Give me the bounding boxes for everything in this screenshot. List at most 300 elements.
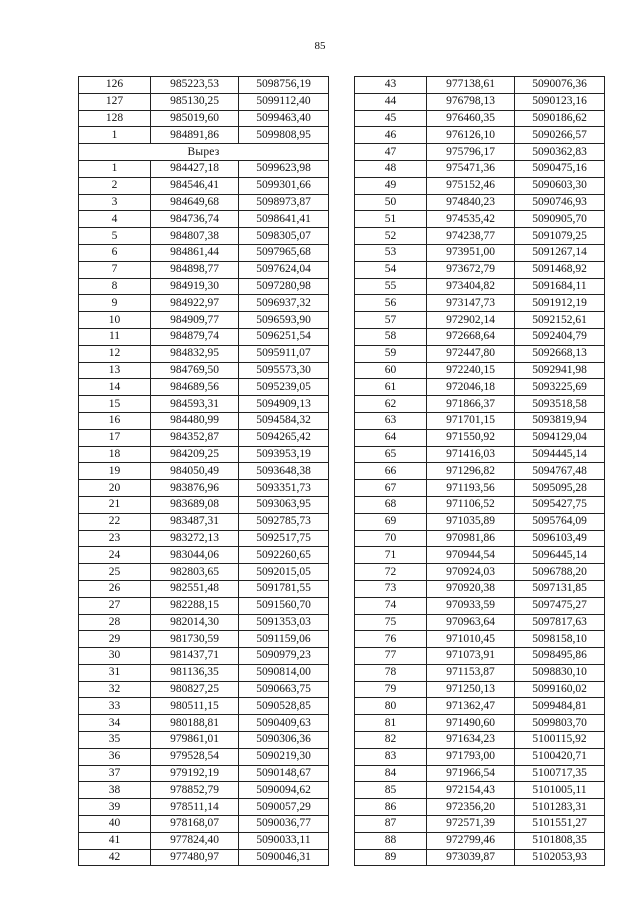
page-number: 85 <box>314 40 326 52</box>
x-coordinate-cell: 975796,17 <box>427 144 515 161</box>
table-row <box>79 228 329 245</box>
y-coordinate-cell: 5090123,16 <box>515 93 605 110</box>
x-coordinate-cell: 971362,47 <box>427 698 515 715</box>
point-number-cell: 63 <box>355 412 427 429</box>
point-number-cell: 49 <box>355 177 427 194</box>
y-coordinate-cell: 5093225,69 <box>515 379 605 396</box>
y-coordinate-cell: 5101808,35 <box>515 832 605 849</box>
x-coordinate-cell: 984593,31 <box>151 396 239 413</box>
y-coordinate-cell: 5098305,07 <box>239 228 329 245</box>
point-number-cell: 88 <box>355 832 427 849</box>
table-row <box>79 160 329 177</box>
point-number-cell: 84 <box>355 765 427 782</box>
y-coordinate-cell: 5093063,95 <box>239 496 329 513</box>
point-number-cell: 20 <box>79 480 151 497</box>
point-number-cell: 41 <box>79 832 151 849</box>
point-number-cell: 58 <box>355 328 427 345</box>
x-coordinate-cell: 984736,74 <box>151 211 239 228</box>
table-row <box>355 446 605 463</box>
x-coordinate-cell: 979861,01 <box>151 732 239 749</box>
y-coordinate-cell: 5092668,13 <box>515 345 605 362</box>
table-row <box>79 312 329 329</box>
point-number-cell: 85 <box>355 782 427 799</box>
y-coordinate-cell: 5095573,30 <box>239 362 329 379</box>
point-number-cell: 19 <box>79 463 151 480</box>
x-coordinate-cell: 973147,73 <box>427 295 515 312</box>
table-row <box>355 396 605 413</box>
x-coordinate-cell: 977480,97 <box>151 849 239 866</box>
point-number-cell: 33 <box>79 698 151 715</box>
point-number-cell: 66 <box>355 463 427 480</box>
x-coordinate-cell: 974535,42 <box>427 211 515 228</box>
x-coordinate-cell: 971296,82 <box>427 463 515 480</box>
y-coordinate-cell: 5096937,32 <box>239 295 329 312</box>
table-row <box>79 396 329 413</box>
x-coordinate-cell: 971035,89 <box>427 513 515 530</box>
table-row <box>355 328 605 345</box>
table-row <box>355 278 605 295</box>
y-coordinate-cell: 5095911,07 <box>239 345 329 362</box>
table-row <box>355 816 605 833</box>
table-row <box>355 530 605 547</box>
y-coordinate-cell: 5091468,92 <box>515 261 605 278</box>
x-coordinate-cell: 977824,40 <box>151 832 239 849</box>
table-row <box>355 362 605 379</box>
point-number-cell: 31 <box>79 664 151 681</box>
point-number-cell: 76 <box>355 631 427 648</box>
y-coordinate-cell: 5098830,10 <box>515 664 605 681</box>
y-coordinate-cell: 5092015,05 <box>239 564 329 581</box>
x-coordinate-cell: 971966,54 <box>427 765 515 782</box>
table-row <box>79 295 329 312</box>
y-coordinate-cell: 5094445,14 <box>515 446 605 463</box>
table-row <box>355 681 605 698</box>
y-coordinate-cell: 5090076,36 <box>515 77 605 94</box>
point-number-cell: 81 <box>355 715 427 732</box>
table-row <box>79 698 329 715</box>
table-row <box>79 480 329 497</box>
x-coordinate-cell: 976798,13 <box>427 93 515 110</box>
x-coordinate-cell: 971550,92 <box>427 429 515 446</box>
table-row <box>355 194 605 211</box>
x-coordinate-cell: 973951,00 <box>427 244 515 261</box>
x-coordinate-cell: 980827,25 <box>151 681 239 698</box>
table-row <box>79 513 329 530</box>
y-coordinate-cell: 5102053,93 <box>515 849 605 866</box>
table-row <box>355 564 605 581</box>
x-coordinate-cell: 972447,80 <box>427 345 515 362</box>
point-number-cell: 53 <box>355 244 427 261</box>
table-row <box>79 261 329 278</box>
y-coordinate-cell: 5095764,09 <box>515 513 605 530</box>
x-coordinate-cell: 972571,39 <box>427 816 515 833</box>
point-number-cell: 21 <box>79 496 151 513</box>
y-coordinate-cell: 5098495,86 <box>515 648 605 665</box>
point-number-cell: 14 <box>79 379 151 396</box>
point-number-cell: 127 <box>79 93 151 110</box>
x-coordinate-cell: 981437,71 <box>151 648 239 665</box>
y-coordinate-cell: 5099803,70 <box>515 715 605 732</box>
y-coordinate-cell: 5099484,81 <box>515 698 605 715</box>
table-row <box>79 732 329 749</box>
table-row <box>355 345 605 362</box>
y-coordinate-cell: 5097475,27 <box>515 597 605 614</box>
section-row <box>79 144 329 161</box>
table-row <box>79 816 329 833</box>
y-coordinate-cell: 5090094,62 <box>239 782 329 799</box>
point-number-cell: 13 <box>79 362 151 379</box>
x-coordinate-cell: 979192,19 <box>151 765 239 782</box>
point-number-cell: 60 <box>355 362 427 379</box>
point-number-cell: 24 <box>79 547 151 564</box>
y-coordinate-cell: 5090219,30 <box>239 748 329 765</box>
y-coordinate-cell: 5099301,66 <box>239 177 329 194</box>
table-row <box>355 295 605 312</box>
x-coordinate-cell: 981136,35 <box>151 664 239 681</box>
x-coordinate-cell: 970924,03 <box>427 564 515 581</box>
table-row <box>79 379 329 396</box>
table-row <box>79 832 329 849</box>
point-number-cell: 43 <box>355 77 427 94</box>
y-coordinate-cell: 5091781,55 <box>239 580 329 597</box>
table-row <box>355 648 605 665</box>
point-number-cell: 64 <box>355 429 427 446</box>
y-coordinate-cell: 5092152,61 <box>515 312 605 329</box>
x-coordinate-cell: 984861,44 <box>151 244 239 261</box>
table-row <box>79 664 329 681</box>
table-row <box>79 446 329 463</box>
x-coordinate-cell: 976460,35 <box>427 110 515 127</box>
y-coordinate-cell: 5091912,19 <box>515 295 605 312</box>
x-coordinate-cell: 981730,59 <box>151 631 239 648</box>
point-number-cell: 39 <box>79 799 151 816</box>
y-coordinate-cell: 5091560,70 <box>239 597 329 614</box>
y-coordinate-cell: 5090046,31 <box>239 849 329 866</box>
point-number-cell: 15 <box>79 396 151 413</box>
table-row <box>79 345 329 362</box>
y-coordinate-cell: 5091684,11 <box>515 278 605 295</box>
x-coordinate-cell: 975471,36 <box>427 160 515 177</box>
y-coordinate-cell: 5090603,30 <box>515 177 605 194</box>
table-row <box>355 765 605 782</box>
x-coordinate-cell: 970933,59 <box>427 597 515 614</box>
table-row <box>79 748 329 765</box>
x-coordinate-cell: 980511,15 <box>151 698 239 715</box>
x-coordinate-cell: 984891,86 <box>151 127 239 144</box>
point-number-cell: 40 <box>79 816 151 833</box>
y-coordinate-cell: 5098158,10 <box>515 631 605 648</box>
x-coordinate-cell: 970920,38 <box>427 580 515 597</box>
table-row <box>355 547 605 564</box>
point-number-cell: 77 <box>355 648 427 665</box>
point-number-cell: 78 <box>355 664 427 681</box>
x-coordinate-cell: 984832,95 <box>151 345 239 362</box>
x-coordinate-cell: 983487,31 <box>151 513 239 530</box>
point-number-cell: 86 <box>355 799 427 816</box>
table-row <box>79 412 329 429</box>
y-coordinate-cell: 5099160,02 <box>515 681 605 698</box>
table-row <box>79 681 329 698</box>
table-row <box>79 194 329 211</box>
x-coordinate-cell: 970944,54 <box>427 547 515 564</box>
table-row <box>79 564 329 581</box>
x-coordinate-cell: 971193,56 <box>427 480 515 497</box>
table-row <box>355 228 605 245</box>
table-row <box>355 496 605 513</box>
point-number-cell: 67 <box>355 480 427 497</box>
point-number-cell: 8 <box>79 278 151 295</box>
y-coordinate-cell: 5090266,57 <box>515 127 605 144</box>
x-coordinate-cell: 979528,54 <box>151 748 239 765</box>
y-coordinate-cell: 5096103,49 <box>515 530 605 547</box>
x-coordinate-cell: 970981,86 <box>427 530 515 547</box>
table-row <box>355 110 605 127</box>
y-coordinate-cell: 5097965,68 <box>239 244 329 261</box>
x-coordinate-cell: 977138,61 <box>427 77 515 94</box>
table-row <box>79 765 329 782</box>
table-row <box>355 244 605 261</box>
point-number-cell: 68 <box>355 496 427 513</box>
point-number-cell: 17 <box>79 429 151 446</box>
point-number-cell: 2 <box>79 177 151 194</box>
point-number-cell: 32 <box>79 681 151 698</box>
table-row <box>355 732 605 749</box>
table-row <box>79 127 329 144</box>
x-coordinate-cell: 971250,13 <box>427 681 515 698</box>
table-row <box>355 748 605 765</box>
point-number-cell: 29 <box>79 631 151 648</box>
point-number-cell: 83 <box>355 748 427 765</box>
point-number-cell: 35 <box>79 732 151 749</box>
y-coordinate-cell: 5098641,41 <box>239 211 329 228</box>
y-coordinate-cell: 5100115,92 <box>515 732 605 749</box>
y-coordinate-cell: 5090057,29 <box>239 799 329 816</box>
y-coordinate-cell: 5096445,14 <box>515 547 605 564</box>
table-row <box>355 799 605 816</box>
table-row <box>355 597 605 614</box>
y-coordinate-cell: 5100420,71 <box>515 748 605 765</box>
y-coordinate-cell: 5093953,19 <box>239 446 329 463</box>
table-row <box>79 278 329 295</box>
point-number-cell: 61 <box>355 379 427 396</box>
y-coordinate-cell: 5096251,54 <box>239 328 329 345</box>
x-coordinate-cell: 971866,37 <box>427 396 515 413</box>
x-coordinate-cell: 983044,06 <box>151 547 239 564</box>
x-coordinate-cell: 984480,99 <box>151 412 239 429</box>
point-number-cell: 45 <box>355 110 427 127</box>
point-number-cell: 52 <box>355 228 427 245</box>
y-coordinate-cell: 5093648,38 <box>239 463 329 480</box>
point-number-cell: 54 <box>355 261 427 278</box>
point-number-cell: 3 <box>79 194 151 211</box>
point-number-cell: 57 <box>355 312 427 329</box>
table-row <box>355 513 605 530</box>
point-number-cell: 1 <box>79 127 151 144</box>
point-number-cell: 126 <box>79 77 151 94</box>
table-row <box>355 177 605 194</box>
y-coordinate-cell: 5092785,73 <box>239 513 329 530</box>
y-coordinate-cell: 5097624,04 <box>239 261 329 278</box>
point-number-cell: 1 <box>79 160 151 177</box>
y-coordinate-cell: 5094129,04 <box>515 429 605 446</box>
x-coordinate-cell: 984807,38 <box>151 228 239 245</box>
point-number-cell: 56 <box>355 295 427 312</box>
point-number-cell: 74 <box>355 597 427 614</box>
point-number-cell: 71 <box>355 547 427 564</box>
x-coordinate-cell: 984922,97 <box>151 295 239 312</box>
point-number-cell: 4 <box>79 211 151 228</box>
table-row <box>79 648 329 665</box>
x-coordinate-cell: 984919,30 <box>151 278 239 295</box>
y-coordinate-cell: 5097131,85 <box>515 580 605 597</box>
point-number-cell: 37 <box>79 765 151 782</box>
point-number-cell: 36 <box>79 748 151 765</box>
x-coordinate-cell: 971106,52 <box>427 496 515 513</box>
table-row <box>355 160 605 177</box>
y-coordinate-cell: 5097817,63 <box>515 614 605 631</box>
table-row <box>79 715 329 732</box>
x-coordinate-cell: 974238,77 <box>427 228 515 245</box>
table-row <box>355 580 605 597</box>
x-coordinate-cell: 973404,82 <box>427 278 515 295</box>
x-coordinate-cell: 985019,60 <box>151 110 239 127</box>
x-coordinate-cell: 983272,13 <box>151 530 239 547</box>
y-coordinate-cell: 5091353,03 <box>239 614 329 631</box>
x-coordinate-cell: 971073,91 <box>427 648 515 665</box>
y-coordinate-cell: 5093518,58 <box>515 396 605 413</box>
x-coordinate-cell: 971010,45 <box>427 631 515 648</box>
y-coordinate-cell: 5099808,95 <box>239 127 329 144</box>
table-row <box>79 496 329 513</box>
table-row <box>79 177 329 194</box>
y-coordinate-cell: 5091159,06 <box>239 631 329 648</box>
y-coordinate-cell: 5099463,40 <box>239 110 329 127</box>
y-coordinate-cell: 5090362,83 <box>515 144 605 161</box>
table-row <box>355 312 605 329</box>
x-coordinate-cell: 970963,64 <box>427 614 515 631</box>
x-coordinate-cell: 973039,87 <box>427 849 515 866</box>
point-number-cell: 51 <box>355 211 427 228</box>
y-coordinate-cell: 5101551,27 <box>515 816 605 833</box>
table-row <box>79 530 329 547</box>
point-number-cell: 46 <box>355 127 427 144</box>
y-coordinate-cell: 5090905,70 <box>515 211 605 228</box>
point-number-cell: 5 <box>79 228 151 245</box>
point-number-cell: 12 <box>79 345 151 362</box>
x-coordinate-cell: 984546,41 <box>151 177 239 194</box>
table-row <box>79 799 329 816</box>
point-number-cell: 48 <box>355 160 427 177</box>
y-coordinate-cell: 5094767,48 <box>515 463 605 480</box>
table-row <box>79 362 329 379</box>
x-coordinate-cell: 984769,50 <box>151 362 239 379</box>
point-number-cell: 50 <box>355 194 427 211</box>
y-coordinate-cell: 5093351,73 <box>239 480 329 497</box>
point-number-cell: 79 <box>355 681 427 698</box>
point-number-cell: 38 <box>79 782 151 799</box>
x-coordinate-cell: 982551,48 <box>151 580 239 597</box>
y-coordinate-cell: 5091079,25 <box>515 228 605 245</box>
table-row <box>79 782 329 799</box>
point-number-cell: 82 <box>355 732 427 749</box>
point-number-cell: 87 <box>355 816 427 833</box>
x-coordinate-cell: 985130,25 <box>151 93 239 110</box>
table-row <box>355 614 605 631</box>
point-number-cell: 23 <box>79 530 151 547</box>
x-coordinate-cell: 972668,64 <box>427 328 515 345</box>
point-number-cell: 62 <box>355 396 427 413</box>
y-coordinate-cell: 5095095,28 <box>515 480 605 497</box>
point-number-cell: 72 <box>355 564 427 581</box>
table-row <box>79 110 329 127</box>
table-row <box>355 144 605 161</box>
table-row <box>355 782 605 799</box>
table-row <box>355 429 605 446</box>
point-number-cell: 47 <box>355 144 427 161</box>
x-coordinate-cell: 984352,87 <box>151 429 239 446</box>
table-row <box>355 698 605 715</box>
point-number-cell: 65 <box>355 446 427 463</box>
table-row <box>355 715 605 732</box>
point-number-cell: 69 <box>355 513 427 530</box>
coordinates-table-right <box>354 76 605 866</box>
point-number-cell: 128 <box>79 110 151 127</box>
y-coordinate-cell: 5090814,00 <box>239 664 329 681</box>
table-row <box>79 328 329 345</box>
y-coordinate-cell: 5097280,98 <box>239 278 329 295</box>
y-coordinate-cell: 5098973,87 <box>239 194 329 211</box>
table-row <box>355 849 605 866</box>
table-row <box>79 463 329 480</box>
x-coordinate-cell: 984689,56 <box>151 379 239 396</box>
x-coordinate-cell: 974840,23 <box>427 194 515 211</box>
point-number-cell: 27 <box>79 597 151 614</box>
y-coordinate-cell: 5092517,75 <box>239 530 329 547</box>
x-coordinate-cell: 984649,68 <box>151 194 239 211</box>
x-coordinate-cell: 984209,25 <box>151 446 239 463</box>
x-coordinate-cell: 971701,15 <box>427 412 515 429</box>
point-number-cell: 28 <box>79 614 151 631</box>
point-number-cell: 7 <box>79 261 151 278</box>
y-coordinate-cell: 5094909,13 <box>239 396 329 413</box>
point-number-cell: 70 <box>355 530 427 547</box>
y-coordinate-cell: 5090036,77 <box>239 816 329 833</box>
y-coordinate-cell: 5090475,16 <box>515 160 605 177</box>
x-coordinate-cell: 983689,08 <box>151 496 239 513</box>
x-coordinate-cell: 978511,14 <box>151 799 239 816</box>
x-coordinate-cell: 976126,10 <box>427 127 515 144</box>
x-coordinate-cell: 984898,77 <box>151 261 239 278</box>
y-coordinate-cell: 5094584,32 <box>239 412 329 429</box>
x-coordinate-cell: 984909,77 <box>151 312 239 329</box>
point-number-cell: 42 <box>79 849 151 866</box>
y-coordinate-cell: 5090186,62 <box>515 110 605 127</box>
y-coordinate-cell: 5090409,63 <box>239 715 329 732</box>
y-coordinate-cell: 5095427,75 <box>515 496 605 513</box>
table-row <box>79 547 329 564</box>
y-coordinate-cell: 5092404,79 <box>515 328 605 345</box>
table-row <box>355 412 605 429</box>
x-coordinate-cell: 972356,20 <box>427 799 515 816</box>
x-coordinate-cell: 978852,79 <box>151 782 239 799</box>
point-number-cell: 89 <box>355 849 427 866</box>
y-coordinate-cell: 5091267,14 <box>515 244 605 261</box>
y-coordinate-cell: 5094265,42 <box>239 429 329 446</box>
table-row <box>79 614 329 631</box>
point-number-cell: 59 <box>355 345 427 362</box>
table-row <box>79 211 329 228</box>
y-coordinate-cell: 5098756,19 <box>239 77 329 94</box>
